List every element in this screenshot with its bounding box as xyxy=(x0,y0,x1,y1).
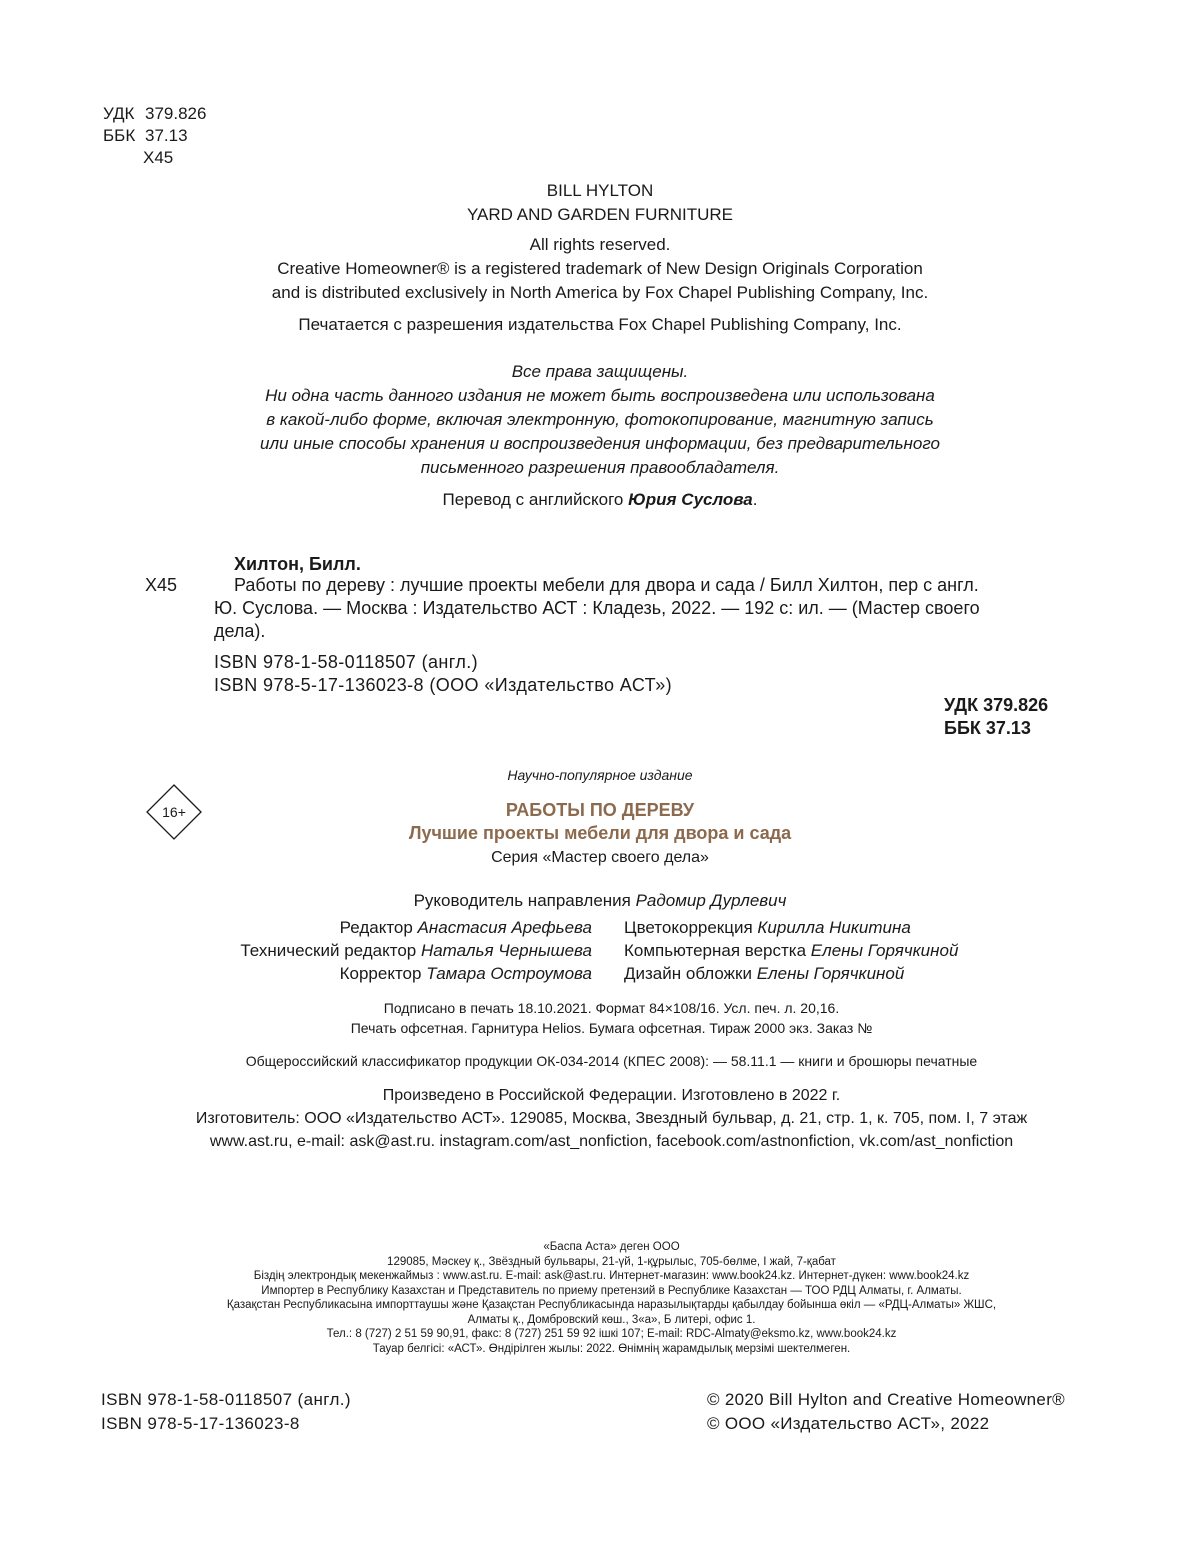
catalog-mark: Х45 xyxy=(145,575,178,595)
classification-codes xyxy=(103,103,206,169)
credit-color: Цветокоррекция Кирилла Никитина xyxy=(624,918,911,937)
original-edition-info xyxy=(200,179,1000,227)
isbn-line: ISBN 978-1-58-0118507 (англ.) xyxy=(101,1390,351,1409)
kz-line: Біздің электрондық мекенжаймыз : www.ast.ru. E-mail: ask@ast.ru. Интернет-магазин: www.book24.kz. Интернет-дүкен: www.book24.kz xyxy=(253,1270,970,1282)
kz-line: Қазақстан Республикасына импорттаушы және Қазақстан Республикасында наразылықтарды қабылдау бойынша өкіл — «РДЦ-Алматы» ЖШС, xyxy=(226,1299,997,1311)
book-title: РАБОТЫ ПО ДЕРЕВУ xyxy=(505,800,695,820)
credit-proofreader: Корректор Тамара Остроумова xyxy=(339,964,592,983)
catalog-line: дела). xyxy=(214,621,266,641)
catalog-heading: Хилтон, Билл. xyxy=(234,554,361,574)
print-info xyxy=(0,998,1193,1038)
udk-code: УДК 379.826 xyxy=(944,695,1049,715)
manufacturer-line: Произведено в Российской Федерации. Изготовлено в 2022 г. xyxy=(382,1087,841,1104)
age-rating: 16+ xyxy=(162,804,186,820)
kz-line: «Баспа Аста» деген ООО xyxy=(543,1241,680,1253)
catalog-codes xyxy=(944,694,1048,740)
print-line: Печать офсетная. Гарнитура Helios. Бумага офсетная. Тираж 2000 экз. Заказ № xyxy=(350,1020,873,1036)
manufacturer-line: Изготовитель: ООО «Издательство АСТ». 129085, Москва, Звездный бульвар, д. 21, стр. 1, к. 705, пом. I, 7 этаж xyxy=(195,1110,1028,1127)
age-rating-badge xyxy=(146,784,202,840)
catalog-description xyxy=(214,574,1094,643)
isbn-line: ISBN 978-5-17-136023-8 xyxy=(101,1414,300,1433)
rights-ru-line: или иные способы хранения и воспроизведения информации, без предварительного xyxy=(259,434,941,453)
isbn-line: ISBN 978-1-58-0118507 (англ.) xyxy=(214,652,479,672)
copyright-line: © 2020 Bill Hylton and Creative Homeowner® xyxy=(707,1390,1065,1409)
trademark-line: and is distributed exclusively in North America by Fox Chapel Publishing Company, Inc. xyxy=(271,283,929,302)
isbn-line: ISBN 978-5-17-136023-8 (ООО «Издательство АСТ») xyxy=(214,675,673,695)
permission-line: Печатается с разрешения издательства Fox Chapel Publishing Company, Inc. xyxy=(298,315,902,334)
rights-ru-line: Все права защищены. xyxy=(511,362,689,381)
kz-line: 129085, Мәскеу қ., Звёздный бульвары, 21-үй, 1-құрылыс, 705-бөлме, I жай, 7-қабат xyxy=(387,1255,836,1268)
classifier-line: Общероссийский классификатор продукции ОК-034-2014 (КПЕС 2008): — 58.11.1 — книги и брошюры печатные xyxy=(245,1053,978,1069)
rights-ru-line: Ни одна часть данного издания не может быть воспроизведена или использована xyxy=(265,386,935,405)
manufacturer-info xyxy=(0,1084,1193,1153)
print-line: Подписано в печать 18.10.2021. Формат 84×108/16. Усл. печ. л. 20,16. xyxy=(383,1000,840,1016)
author-mark: Х45 xyxy=(143,148,174,167)
kz-line: Тауар белгісі: «АСТ». Өндірілген жылы: 2022. Өнімнің жарамдылық мерзімі шектелмеген. xyxy=(372,1342,851,1355)
rights-ru-line: письменного разрешения правообладателя. xyxy=(420,458,780,477)
rights-ru xyxy=(200,360,1000,480)
rights-reserved: All rights reserved. xyxy=(529,235,671,254)
credit-editor: Редактор Анастасия Арефьева xyxy=(339,918,592,937)
footer-isbn xyxy=(101,1388,351,1436)
kz-line: Импортер в Республику Казахстан и Представитель по приему претензий в Республике Казахстан — ТОО РДЦ Алматы, г. Алматы. xyxy=(261,1284,962,1297)
edition-type: Научно-популярное издание xyxy=(507,767,693,783)
footer-copyright xyxy=(707,1388,1065,1436)
catalog-line: Работы по дереву : лучшие проекты мебели для двора и сада / Билл Хилтон, пер с англ. xyxy=(234,575,979,595)
head-credit: Руководитель направления Радомир Дурлевич xyxy=(413,891,787,910)
udk-code: УДК 379.826 xyxy=(103,104,207,123)
book-subtitle: Лучшие проекты мебели для двора и сада xyxy=(408,823,792,843)
original-author: BILL HYLTON xyxy=(546,181,654,200)
bbk-code: ББК 37.13 xyxy=(103,126,188,145)
credit-tech-editor: Технический редактор Наталья Чернышева xyxy=(240,941,592,960)
translation-credit: Перевод с английского Юрия Суслова. xyxy=(442,490,758,509)
credit-cover: Дизайн обложки Елены Горячкиной xyxy=(624,964,905,983)
translator-name: Юрия Суслова xyxy=(628,490,753,509)
series-name: Серия «Мастер своего дела» xyxy=(491,849,709,866)
original-title: YARD AND GARDEN FURNITURE xyxy=(466,205,734,224)
credit-layout: Компьютерная верстка Елены Горячкиной xyxy=(624,941,959,960)
trademark-line: Creative Homeowner® is a registered trademark of New Design Originals Corporation xyxy=(277,259,923,278)
copyright-line: © ООО «Издательство АСТ», 2022 xyxy=(707,1414,990,1433)
catalog-isbn xyxy=(214,651,672,697)
manufacturer-line: www.ast.ru, e-mail: ask@ast.ru. instagram.com/ast_nonfiction, facebook.com/astnonfiction, vk.com/ast_nonfiction xyxy=(209,1133,1014,1150)
kz-line: Тел.: 8 (727) 2 51 59 90,91, факс: 8 (727) 251 59 92 ішкі 107; E-mail: RDC-Almaty@eksmo.kz, www.book24.kz xyxy=(326,1328,897,1340)
bbk-code: ББК 37.13 xyxy=(944,718,1031,738)
rights-ru-line: в какой-либо форме, включая электронную, фотокопирование, магнитную запись xyxy=(266,410,934,429)
catalog-line: Ю. Суслова. — Москва : Издательство АСТ : Кладезь, 2022. — 192 с: ил. — (Мастер своего xyxy=(214,598,980,618)
kazakhstan-info xyxy=(0,1240,1193,1356)
rights-block xyxy=(200,233,1000,305)
kz-line: Алматы қ., Домбровский көш., 3«а», Б литері, офис 1. xyxy=(467,1313,756,1326)
credits-table xyxy=(0,916,1193,988)
